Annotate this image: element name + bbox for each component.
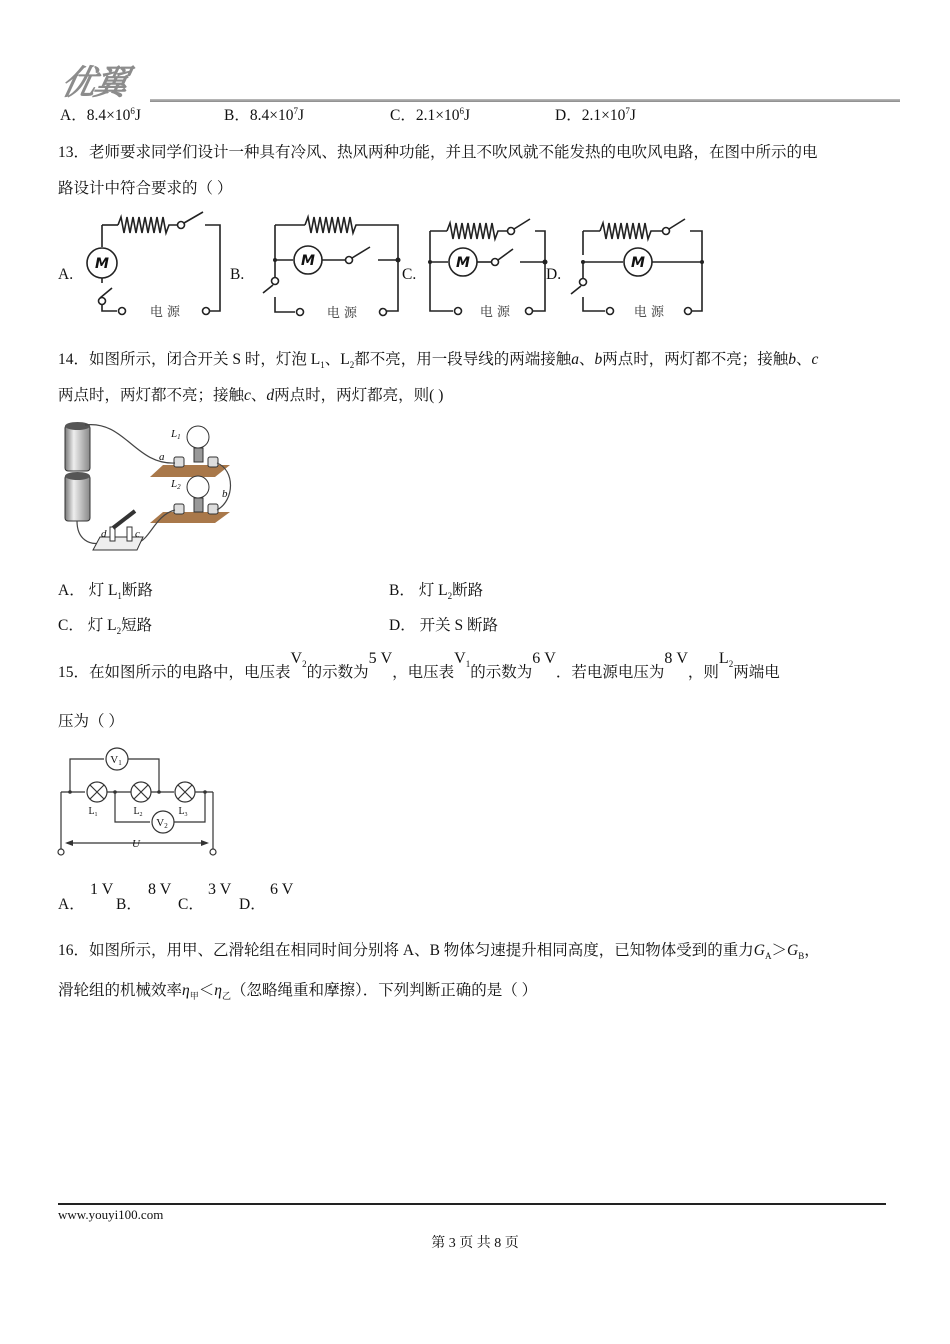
power-label-d: 电 源 — [633, 305, 665, 320]
q14-option-b[interactable]: B． 灯 $L_2$断路 — [389, 582, 484, 602]
label-L1: $L_1$ — [88, 806, 98, 818]
q15-option-b-value: 8 V — [148, 881, 172, 898]
label-V1: V1 — [110, 754, 122, 767]
q12-option-b[interactable]: B．$8.4\times 10^7J$ — [224, 105, 305, 124]
circuit-diagrams — [55, 205, 715, 325]
q14-circuit-photo — [55, 415, 245, 555]
motor-symbol-d: M — [631, 255, 645, 271]
label-b: b — [222, 488, 228, 500]
q15-stem-line2: 压为（ ） — [58, 713, 124, 730]
q14-option-a[interactable]: A． 灯 $L_1$断路 — [58, 582, 153, 602]
power-label-c: 电 源 — [479, 305, 511, 320]
q15-option-d-label[interactable]: D． — [239, 896, 266, 913]
footer-rule — [58, 1203, 886, 1205]
q13-stem-line2: 路设计中符合要求的（ ） — [58, 180, 233, 197]
q14-stem-line1: 14．如图所示，闭合开关 S 时，灯泡 $L_1$、$L_2$都不亮，用一段导线的两端接触a、b两点时，两灯都不亮；接触b、c — [58, 351, 819, 371]
q13-option-c-label[interactable]: C. — [402, 266, 417, 283]
q15-option-a-label[interactable]: A． — [58, 896, 85, 913]
q13-circuit-figures — [55, 205, 715, 325]
q13-stem-line1: 13．老师要求同学们设计一种具有冷风、热风两种功能，并且不吹风就不能发热的电吹风电路，在图中所示的电 — [58, 144, 818, 161]
q14-option-d[interactable]: D． 开关 S 断路 — [389, 617, 498, 634]
q14-option-c[interactable]: C． 灯 $L_2$短路 — [58, 617, 153, 637]
label-L2: $L_2$ — [133, 806, 143, 818]
label-a: a — [159, 451, 165, 463]
q15-option-a-value: 1 V — [90, 881, 114, 898]
power-label-a: 电 源 — [149, 305, 181, 320]
footer-website[interactable]: www.youyi100.com — [58, 1207, 164, 1222]
label-L1: L1 — [171, 428, 181, 441]
q13-option-b-label[interactable]: B. — [230, 266, 245, 283]
motor-symbol-a: M — [95, 256, 109, 272]
q15-option-b-label[interactable]: B． — [116, 896, 142, 913]
footer-page-info: 第 3 页 共 8 页 — [431, 1236, 519, 1251]
q12-option-a[interactable]: A．$8.4\times 10^6J$ — [60, 105, 141, 124]
power-label-b: 电 源 — [326, 306, 358, 321]
q14-stem-line2: 两点时，两灯都不亮；接触c、d两点时，两灯都亮，则( ) — [58, 387, 444, 404]
q16-stem-line2: 滑轮组的机械效率$\eta_甲<\eta_乙$（忽略绳重和摩擦）．下列判断正确的是（ ） — [58, 982, 538, 1002]
q15-option-c-label[interactable]: C． — [178, 896, 204, 913]
q15-stem-line1: 15．在如图所示的电路中，电压表$V_2$的示数为5 V，电压表$V_1$的示数为6 V．若电源电压为8 V，则$L_2$两端电 — [58, 650, 780, 681]
label-L2: L2 — [171, 478, 181, 491]
motor-symbol-c: M — [456, 255, 470, 271]
q13-option-a-label[interactable]: A. — [58, 266, 74, 283]
q15-option-d-value: 6 V — [270, 881, 294, 898]
label-d: d — [101, 528, 107, 540]
motor-symbol-b: M — [301, 253, 315, 269]
q13-option-d-label[interactable]: D. — [546, 266, 562, 283]
q15-option-c-value: 3 V — [208, 881, 232, 898]
label-c: c — [135, 528, 140, 540]
q15-circuit-diagram — [55, 742, 225, 860]
label-V2: V2 — [156, 817, 168, 830]
youyi-logo — [57, 63, 182, 103]
q15-options — [58, 880, 318, 920]
q12-option-d[interactable]: D．$2.1\times 10^7J$ — [555, 105, 636, 124]
logo-text: 优翼 — [57, 63, 131, 103]
q16-stem-line1: 16．如图所示，用甲、乙滑轮组在相同时间分别将 A、B 物体匀速提升相同高度，已知物体受到的重力$G_A>G_B$， — [58, 942, 820, 962]
label-U: U — [132, 838, 140, 850]
header-rule — [150, 99, 900, 102]
label-L3: $L_3$ — [178, 806, 188, 818]
q12-option-c[interactable]: C．$2.1\times 10^6J$ — [390, 105, 471, 124]
